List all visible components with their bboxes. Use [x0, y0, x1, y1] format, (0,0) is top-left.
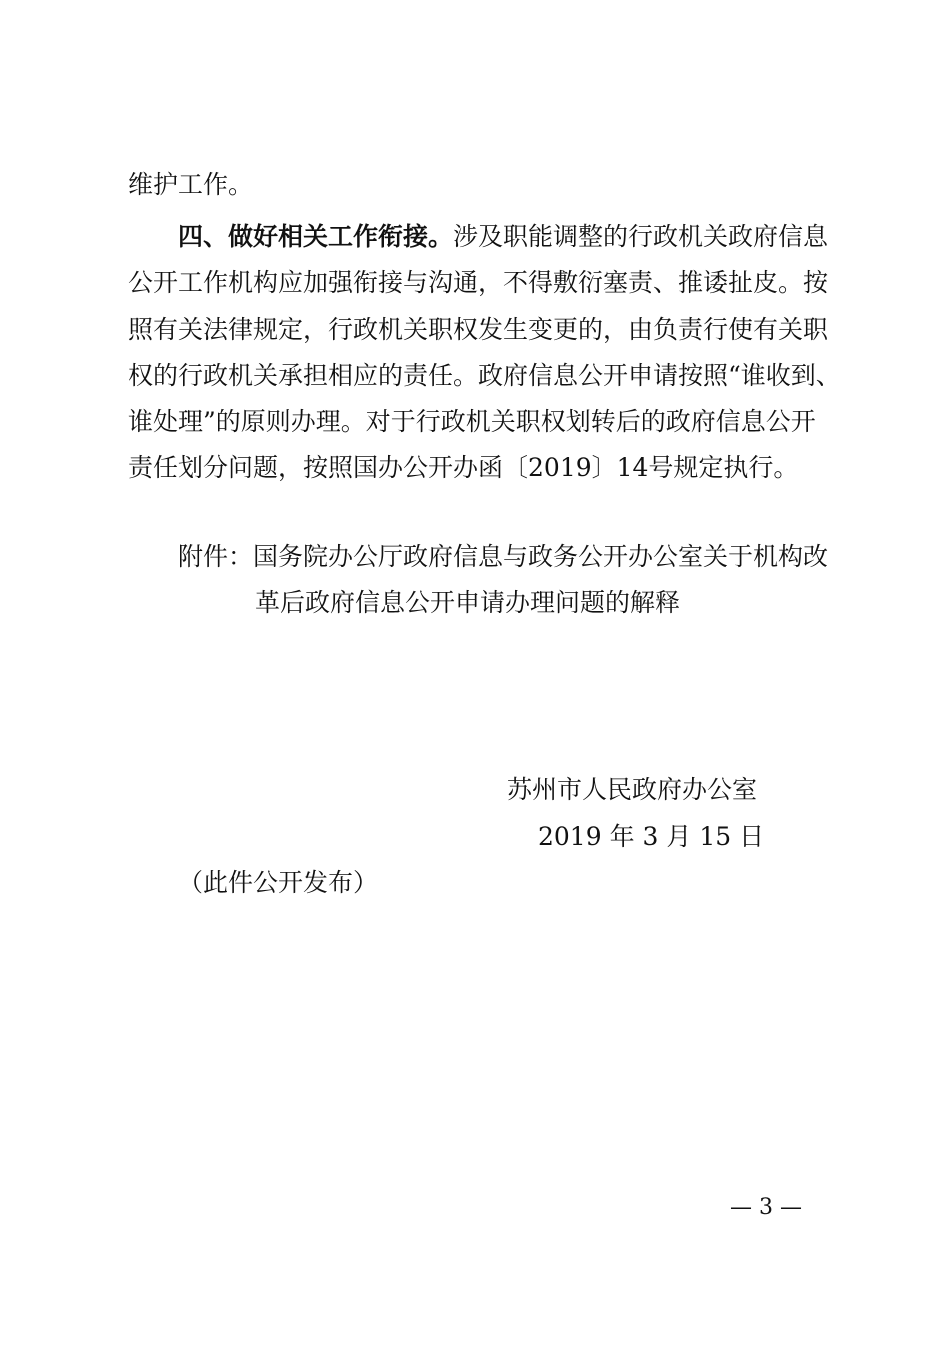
- disclosure-note: （此件公开发布）: [178, 868, 379, 897]
- section-4-first-line: [178, 222, 888, 252]
- body-line: 照有关法律规定，行政机关职权发生变更的，由负责行使有关职: [128, 315, 829, 344]
- issue-date: 2019 年 3 月 15 日: [538, 822, 765, 851]
- body-line: 责任划分问题，按照国办公开办函〔2019〕14号规定执行。: [128, 453, 799, 482]
- attachment-first-line: [178, 542, 888, 572]
- issuing-office: 苏州市人民政府办公室: [507, 775, 758, 804]
- body-line: 维护工作。: [128, 170, 254, 199]
- attachment-title-continued: 革后政府信息公开申请办理问题的解释: [255, 588, 681, 617]
- page-number: — 3 —: [730, 1195, 802, 1220]
- body-line: 权的行政机关承担相应的责任。政府信息公开申请按照“谁收到、: [128, 361, 841, 390]
- attachment-label: 附件：: [178, 542, 254, 571]
- body-line: 谁处理”的原则办理。对于行政机关职权划转后的政府信息公开: [128, 407, 816, 436]
- body-line: 公开工作机构应加强衔接与沟通，不得敷衍塞责、推诿扯皮。按: [128, 268, 829, 297]
- section-4-text: 涉及职能调整的行政机关政府信息: [453, 222, 829, 251]
- attachment-title: 国务院办公厅政府信息与政务公开办公室关于机构改: [253, 542, 829, 571]
- section-4-heading: 四、做好相关工作衔接。: [178, 222, 454, 251]
